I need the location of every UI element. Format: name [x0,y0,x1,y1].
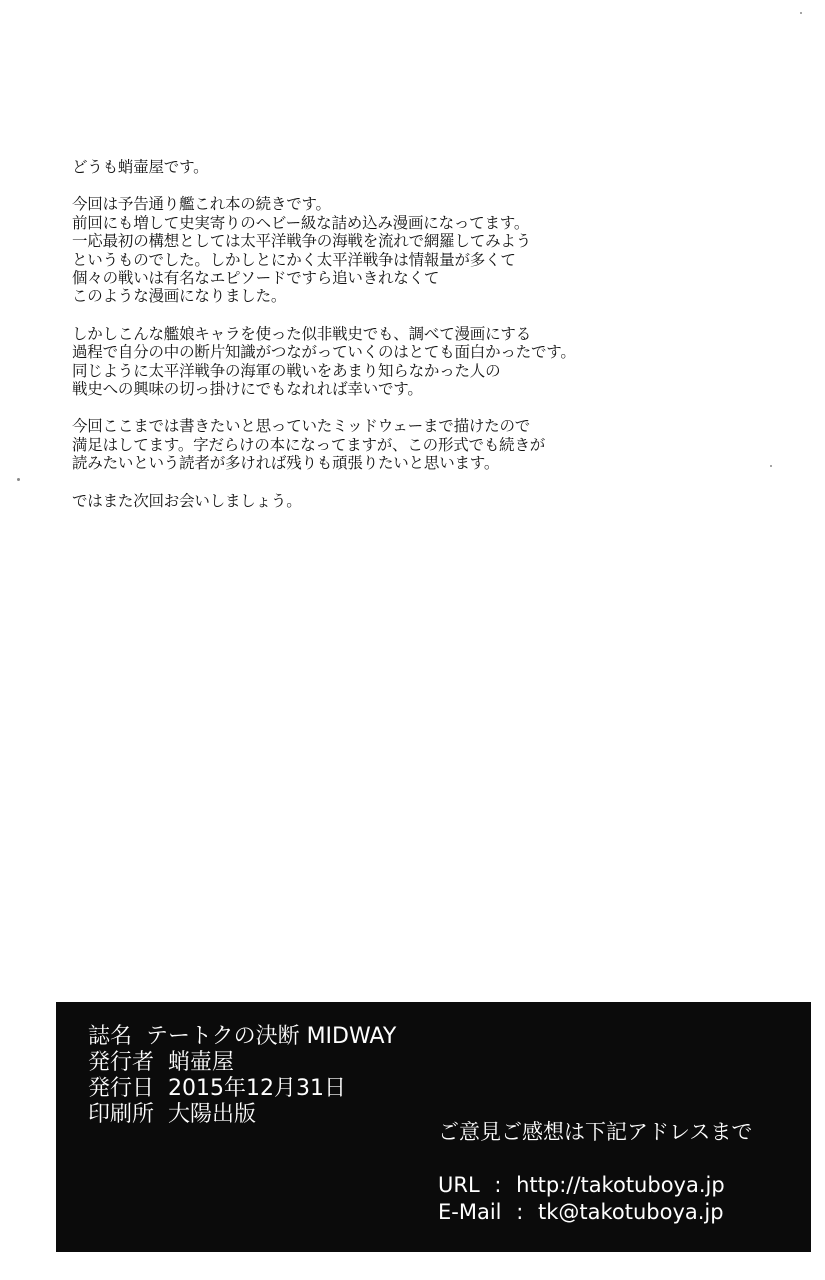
email-label: E-Mail [438,1200,502,1224]
afterword-paragraph-3 [72,325,772,399]
email-link[interactable]: tk@takotuboya.jp [537,1200,724,1224]
afterword-line: 今回ここまでは書きたいと思っていたミッドウェーまで描けたので [72,417,531,436]
colophon-value: 2015年12月31日 [168,1076,346,1101]
afterword-paragraph-2 [72,195,772,305]
scan-speck [800,12,802,14]
colophon-row-date [88,1076,396,1102]
url-separator: : [494,1173,502,1197]
afterword-line: 満足はしてます。字だらけの本になってますが、この形式でも続きが [72,435,546,454]
colophon-label: 誌名 [88,1024,133,1049]
colophon-box [56,1002,811,1252]
colophon-value: テートクの決断 MIDWAY [146,1024,397,1049]
email-separator: : [516,1200,524,1224]
afterword-line: 戦史への興味の切っ掛けにでもなれれば幸いです。 [72,380,423,399]
colophon-label: 印刷所 [88,1102,155,1127]
afterword-line: 前回にも増して史実寄りのヘビー級な詰め込み漫画になってます。 [72,213,530,232]
url-label: URL [438,1173,480,1197]
afterword-paragraph-5 [72,492,772,510]
colophon-row-title [88,1024,396,1050]
contact-url-row [438,1172,798,1199]
afterword-line: しかしこんな艦娘キャラを使った似非戦史でも、調べて漫画にする [72,324,532,343]
afterword-line: どうも蛸壷屋です。 [72,158,209,176]
afterword-paragraph-4 [72,417,772,472]
afterword-line: ではまた次回お会いしましょう。 [72,491,302,510]
colophon-label: 発行日 [88,1076,155,1101]
afterword-line: というものでした。しかしとにかく太平洋戦争は情報量が多くて [72,250,516,269]
colophon-label: 発行者 [88,1050,155,1075]
afterword-line: 読みたいという読者が多ければ残りも頑張りたいと思います。 [72,454,500,473]
afterword-text [72,158,772,529]
afterword-line: 一応最初の構想としては太平洋戦争の海戦を流れで網羅してみよう [72,232,532,251]
scan-speck [770,465,772,467]
url-link[interactable]: http://takotuboya.jp [516,1173,725,1197]
afterword-line: 過程で自分の中の断片知識がつながっていくのはとても面白かったです。 [72,343,576,362]
colophon-row-printer [88,1102,396,1128]
contact-info [438,1119,798,1226]
colophon-row-publisher [88,1050,396,1076]
scan-speck [17,478,20,481]
colophon-value: 蛸壷屋 [168,1050,235,1075]
afterword-line: 今回は予告通り艦これ本の続きです。 [72,195,331,214]
colophon-value: 大陽出版 [168,1102,257,1127]
afterword-line: 同じように太平洋戦争の海軍の戦いをあまり知らなかった人の [72,361,501,380]
afterword-line: このような漫画になりました。 [72,287,287,306]
contact-email-row [438,1199,798,1226]
afterword-paragraph-1 [72,158,772,176]
contact-intro: ご意見ご感想は下記アドレスまで [438,1120,753,1144]
colophon-details [88,1024,396,1128]
afterword-line: 個々の戦いは有名なエピソードですら追いきれなくて [72,269,440,288]
